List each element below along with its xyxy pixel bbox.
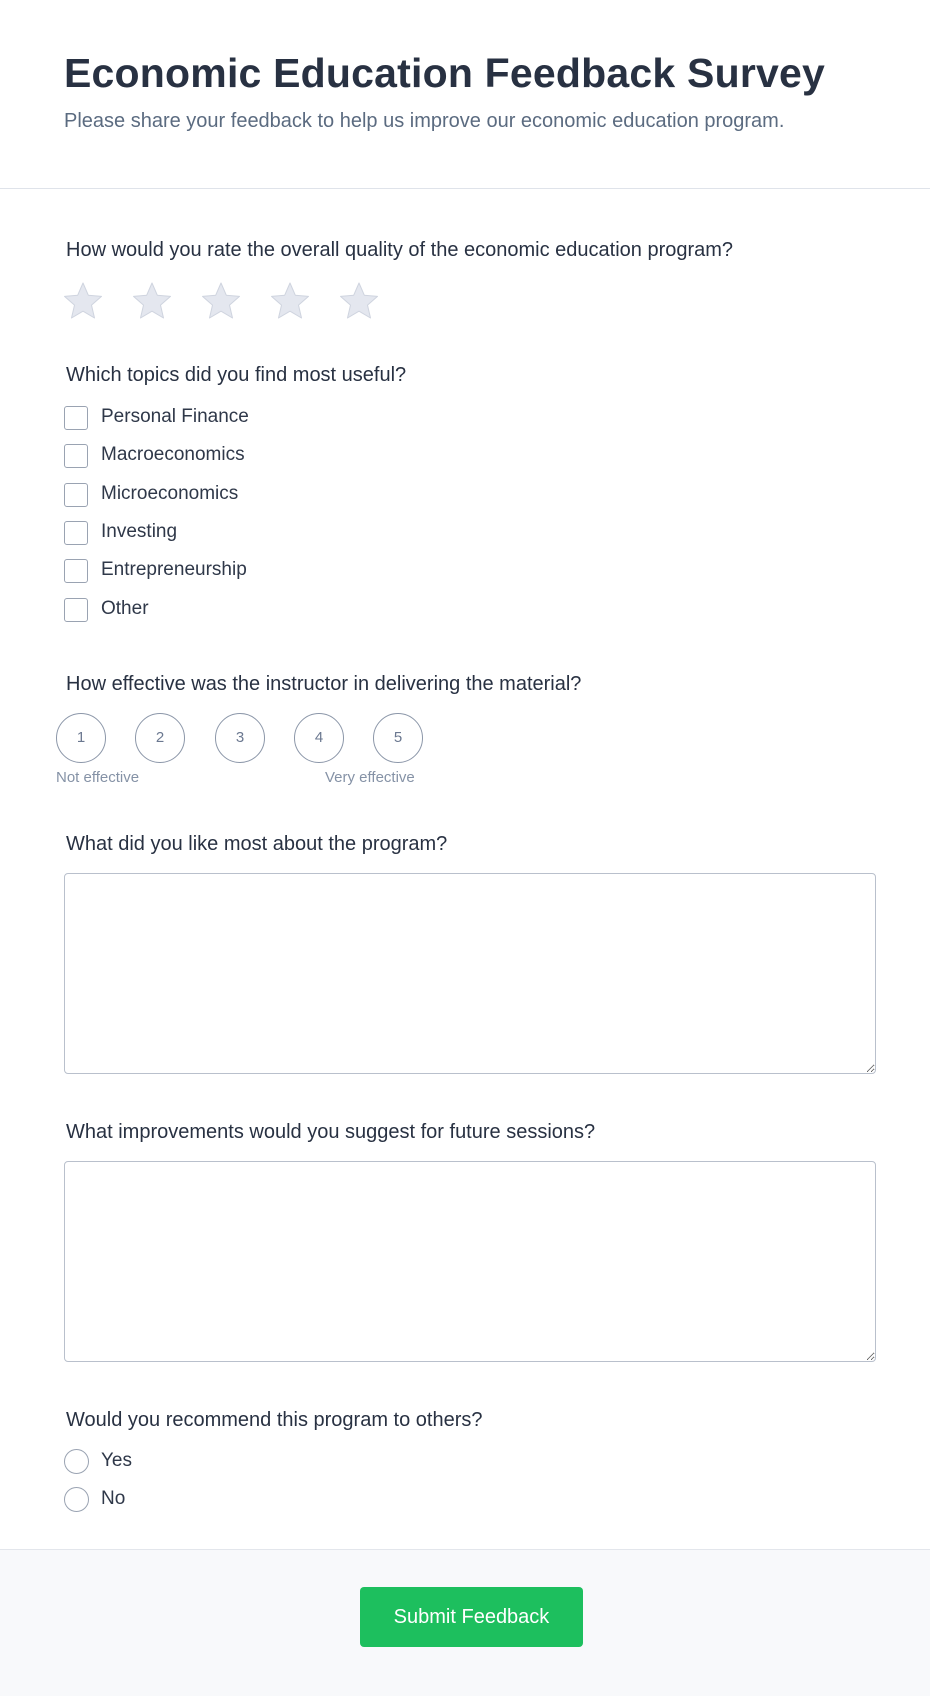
topics-question: Which topics did you find most useful? <box>66 364 407 386</box>
star-1-icon[interactable] <box>62 280 104 322</box>
submit-feedback-button[interactable]: Submit Feedback <box>360 1587 583 1647</box>
checkbox-label: Other <box>101 598 149 619</box>
checkbox[interactable] <box>64 444 88 468</box>
scale-high-label: Very effective <box>325 769 415 786</box>
scale-option-2[interactable]: 2 <box>135 713 185 763</box>
star-5-icon[interactable] <box>338 280 380 322</box>
checkbox[interactable] <box>64 521 88 545</box>
checkbox-label: Macroeconomics <box>101 444 245 465</box>
star-3-icon[interactable] <box>200 280 242 322</box>
checkbox[interactable] <box>64 483 88 507</box>
liked-question: What did you like most about the program? <box>66 833 448 855</box>
topic-option-macroeconomics[interactable] <box>64 442 364 470</box>
checkbox-label: Investing <box>101 521 178 542</box>
survey-header <box>0 0 930 189</box>
scale-option-1[interactable]: 1 <box>56 713 106 763</box>
checkbox[interactable] <box>64 598 88 622</box>
improvements-textarea[interactable] <box>64 1161 876 1362</box>
topic-option-entrepreneurship[interactable] <box>64 557 364 585</box>
radio-label: No <box>101 1488 126 1509</box>
scale-option-3[interactable]: 3 <box>215 713 265 763</box>
radio-button[interactable] <box>64 1449 89 1474</box>
page-title: Economic Education Feedback Survey <box>64 50 825 96</box>
topic-option-microeconomics[interactable] <box>64 481 364 509</box>
checkbox[interactable] <box>64 406 88 430</box>
star-4-icon[interactable] <box>269 280 311 322</box>
scale-option-4[interactable]: 4 <box>294 713 344 763</box>
instructor-question: How effective was the instructor in delivering the material? <box>66 673 582 695</box>
star-2-icon[interactable] <box>131 280 173 322</box>
checkbox-label: Personal Finance <box>101 406 249 427</box>
rating-question: How would you rate the overall quality of the economic education program? <box>66 239 734 261</box>
checkbox-label: Entrepreneurship <box>101 559 247 580</box>
radio-button[interactable] <box>64 1487 89 1512</box>
liked-textarea[interactable] <box>64 873 876 1074</box>
radio-label: Yes <box>101 1450 132 1471</box>
topic-option-other[interactable] <box>64 596 364 624</box>
recommend-option-no[interactable] <box>64 1485 264 1513</box>
topic-option-investing[interactable] <box>64 519 364 547</box>
recommend-question: Would you recommend this program to others? <box>66 1409 483 1431</box>
checkbox-label: Microeconomics <box>101 483 239 504</box>
improvements-question: What improvements would you suggest for future sessions? <box>66 1121 596 1143</box>
form-footer <box>0 1549 930 1696</box>
scale-option-5[interactable]: 5 <box>373 713 423 763</box>
page-subtitle: Please share your feedback to help us improve our economic education program. <box>64 110 785 132</box>
checkbox[interactable] <box>64 559 88 583</box>
scale-low-label: Not effective <box>56 769 140 786</box>
recommend-option-yes[interactable] <box>64 1447 264 1475</box>
topic-option-personal-finance[interactable] <box>64 404 364 432</box>
